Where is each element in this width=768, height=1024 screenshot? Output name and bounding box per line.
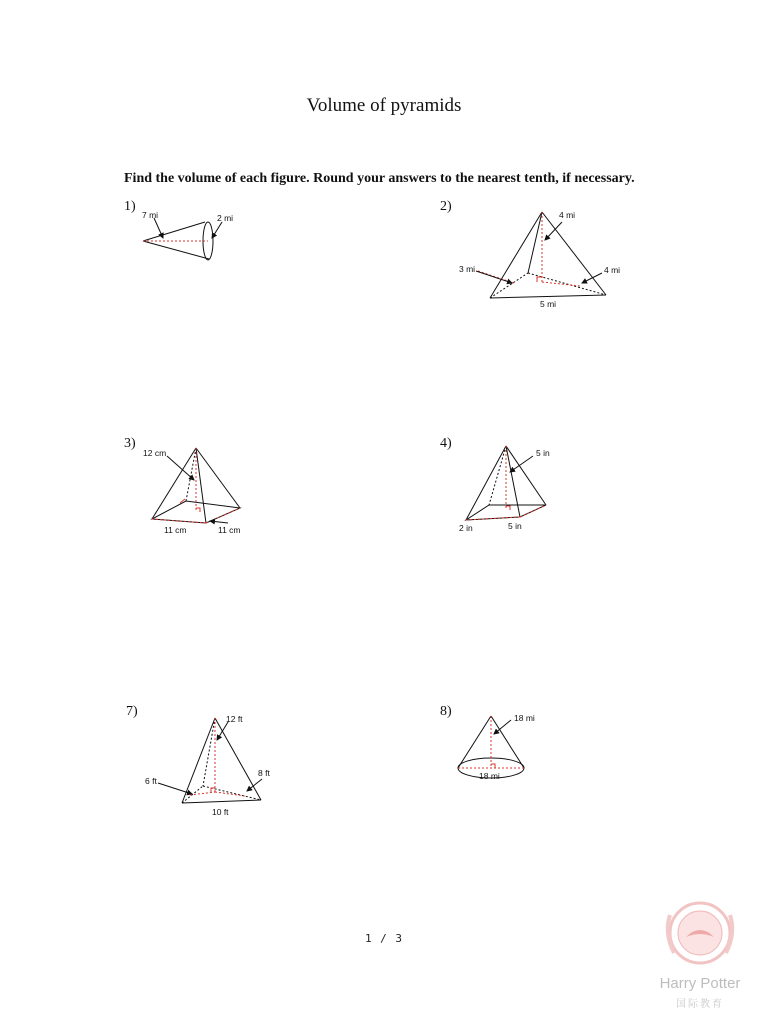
figure-7-triangular-pyramid — [158, 718, 262, 803]
figure-8-label-diameter: 18 mi — [479, 771, 500, 781]
figure-7-label-left: 6 ft — [145, 776, 157, 786]
problem-number-7: 7) — [126, 704, 138, 719]
figure-4-label-length: 5 in — [508, 521, 522, 531]
problem-number-2: 2) — [440, 199, 452, 214]
watermark-brand: Harry Potter — [659, 975, 741, 992]
figure-1-cone — [143, 218, 222, 260]
problem-number-1: 1) — [124, 199, 136, 214]
figure-7-label-right: 8 ft — [258, 768, 270, 778]
problem-number-4: 4) — [440, 436, 452, 451]
figure-1-label-radius: 2 mi — [217, 213, 234, 223]
figure-8-label-height: 18 mi — [514, 713, 535, 723]
figure-7-label-height: 12 ft — [226, 714, 243, 724]
figure-3-label-base-front: 11 cm — [164, 525, 187, 535]
problem-number-8: 8) — [440, 704, 452, 719]
figure-2-label-height: 4 mi — [559, 210, 576, 220]
figure-4-rectangular-pyramid — [466, 446, 546, 520]
figure-2-triangular-pyramid — [476, 212, 606, 298]
watermark-logo — [640, 895, 760, 1015]
figure-2-label-base: 5 mi — [540, 299, 557, 309]
problem-number-3: 3) — [124, 436, 136, 451]
figure-7-label-base: 10 ft — [212, 807, 229, 817]
figure-4-label-height: 5 in — [536, 448, 550, 458]
figure-8-cone — [458, 716, 524, 778]
watermark-subtitle: 国际教育 — [676, 999, 724, 1010]
figure-2-label-left: 3 mi — [459, 264, 476, 274]
figure-4-label-width: 2 in — [459, 523, 473, 533]
figure-3-square-pyramid — [152, 448, 240, 523]
figure-1-label-slant: 7 mi — [142, 210, 159, 220]
laurel-emblem-icon — [640, 895, 760, 975]
figure-3-label-base-side: 11 cm — [218, 525, 241, 535]
page-title: Volume of pyramids — [306, 95, 462, 116]
instructions: Find the volume of each figure. Round your answers to the nearest tenth, if necessary. — [124, 171, 635, 186]
figure-3-label-slant: 12 cm — [143, 448, 167, 458]
page-number: 1 / 3 — [364, 932, 404, 945]
figure-2-label-right: 4 mi — [604, 265, 621, 275]
